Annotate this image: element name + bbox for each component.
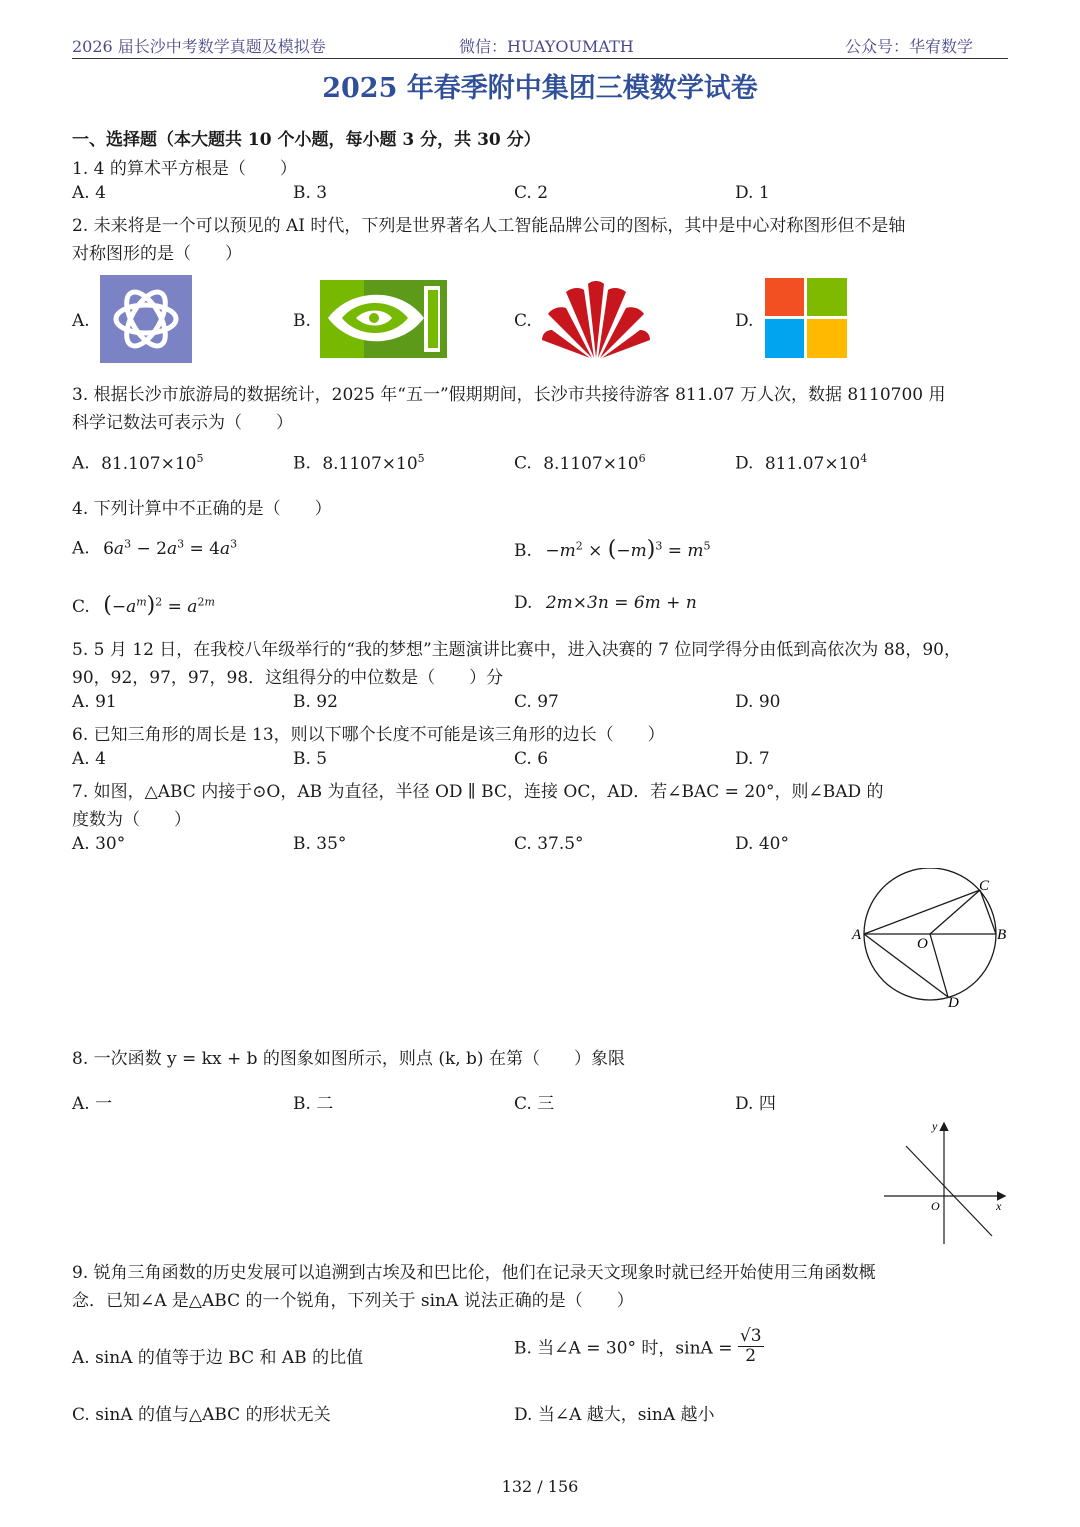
question-3-stem-line2: 科学记数法可表示为（ ） xyxy=(72,413,293,433)
segment-ac xyxy=(864,890,980,934)
q4-option-b xyxy=(514,537,711,562)
q3-option-b-label: B. xyxy=(293,453,311,474)
q3-option-a-label: A. xyxy=(72,453,90,474)
question-7-stem-line2: 度数为（ ） xyxy=(72,810,191,830)
question-9-stem-line2: 念．已知∠A 是△ABC 的一个锐角，下列关于 sinA 说法正确的是（ ） xyxy=(72,1291,634,1311)
q4-option-c-expr: $(-a^m)^2 = a^{2m}$ xyxy=(103,593,215,618)
q8-option-b: B. 二 xyxy=(293,1094,334,1114)
q1-option-b: B. 3 xyxy=(293,183,328,203)
q5-option-a: A. 91 xyxy=(72,692,117,712)
question-6-stem: 6. 已知三角形的周长是 13，则以下哪个长度不可能是该三角形的边长（ ） xyxy=(72,725,665,745)
question-3-stem-line1: 3. 根据长沙市旅游局的数据统计，2025 年“五一”假期期间，长沙市共接待游客 811.07 万人次，数据 8110700 用 xyxy=(72,385,946,405)
question-1-stem: 1. 4 的算术平方根是（ ） xyxy=(72,159,297,179)
segment-ad xyxy=(864,934,948,997)
question-7-stem-line1: 7. 如图，△ABC 内接于⊙O，AB 为直径，半径 OD ∥ BC，连接 OC，AD．若∠BAC = 20°，则∠BAD 的 xyxy=(72,782,884,802)
q5-option-b: B. 92 xyxy=(293,692,338,712)
q6-option-c: C. 6 xyxy=(514,749,549,769)
q9-option-b-fraction xyxy=(738,1327,764,1365)
q4-option-b-expr: $-m^2 \times (-m)^3 = m^5$ xyxy=(545,537,711,562)
q3-option-c-label: C. xyxy=(514,453,532,474)
q5-option-c: C. 97 xyxy=(514,692,559,712)
q8-graph-figure xyxy=(880,1118,1010,1246)
label-c: C xyxy=(979,878,990,894)
q6-option-b: B. 5 xyxy=(293,749,328,769)
label-o: O xyxy=(917,936,928,952)
q2-option-d-label: D. xyxy=(735,311,754,331)
q3-option-c-exp: 6 xyxy=(638,452,646,465)
q8-option-c: C. 三 xyxy=(514,1094,555,1114)
openai-logo-icon xyxy=(100,275,192,363)
function-line xyxy=(906,1146,992,1236)
microsoft-logo-icon xyxy=(765,278,847,358)
question-2-stem-line1: 2. 未来将是一个可以预见的 AI 时代，下列是世界著名人工智能品牌公司的图标，其中是中心对称图形但不是轴 xyxy=(72,216,906,236)
question-5-stem-line2: 90，92，97，97，98．这组得分的中位数是（ ）分 xyxy=(72,668,504,688)
q2-option-b-label: B. xyxy=(293,311,311,331)
q3-option-c-base: 8.1107×10 xyxy=(543,453,639,474)
q3-option-a xyxy=(72,452,203,474)
q3-option-a-exp: 5 xyxy=(196,452,204,465)
q4-option-a xyxy=(72,537,237,559)
label-d: D xyxy=(948,995,959,1011)
q9-option-b-text: B. 当∠A = 30° 时，sinA = xyxy=(514,1338,733,1359)
header-left: 2026 届长沙中考数学真题及模拟卷 xyxy=(72,37,326,56)
q8-option-d: D. 四 xyxy=(735,1094,776,1114)
page-title: 2025 年春季附中集团三模数学试卷 xyxy=(322,73,758,104)
segment-od xyxy=(930,934,948,997)
q4-option-d xyxy=(514,593,697,613)
question-5-stem-line1: 5. 5 月 12 日，在我校八年级举行的“我的梦想”主题演讲比赛中，进入决赛的 7 位同学得分由低到高依次为 88，90， xyxy=(72,640,961,660)
q3-option-c xyxy=(514,452,646,474)
label-x: x xyxy=(996,1199,1002,1213)
q6-option-a: A. 4 xyxy=(72,749,106,769)
q6-option-d: D. 7 xyxy=(735,749,770,769)
q4-option-d-expr: 2m×3n = 6m + n xyxy=(545,593,697,613)
q3-option-a-base: 81.107×10 xyxy=(101,453,197,474)
q3-option-d-label: D. xyxy=(735,453,754,474)
page-number: 132 / 156 xyxy=(501,1477,579,1496)
q9-option-a: A. sinA 的值等于边 BC 和 AB 的比值 xyxy=(72,1348,364,1368)
label-a: A xyxy=(852,927,862,943)
q1-option-d: D. 1 xyxy=(735,183,770,203)
q9-option-d: D. 当∠A 越大，sinA 越小 xyxy=(514,1405,715,1425)
q4-option-a-expr: $6a^3 - 2a^3 = 4a^3$ xyxy=(103,537,238,559)
q9-option-c: C. sinA 的值与△ABC 的形状无关 xyxy=(72,1405,331,1425)
q2-option-a-label: A. xyxy=(72,311,90,331)
q1-option-a: A. 4 xyxy=(72,183,106,203)
q3-option-b-exp: 5 xyxy=(417,452,425,465)
q7-circle-figure xyxy=(848,868,1012,1012)
q2-option-c-label: C. xyxy=(514,311,532,331)
question-4-stem: 4. 下列计算中不正确的是（ ） xyxy=(72,499,332,519)
q4-option-c xyxy=(72,593,215,618)
q3-option-b-base: 8.1107×10 xyxy=(322,453,418,474)
fraction-numerator: √3 xyxy=(739,1326,762,1346)
label-origin: O xyxy=(931,1199,940,1213)
q4-option-b-label: B. xyxy=(514,541,532,561)
segment-oc xyxy=(930,890,980,934)
fraction-denominator: 2 xyxy=(745,1345,757,1366)
question-8-stem xyxy=(72,1044,625,1069)
q7-option-c: C. 37.5° xyxy=(514,834,584,854)
huawei-logo-icon xyxy=(540,278,652,360)
q3-option-d-exp: 4 xyxy=(860,452,868,465)
section-heading: 一、选择题（本大题共 10 个小题，每小题 3 分，共 30 分） xyxy=(72,130,541,150)
q7-option-b: B. 35° xyxy=(293,834,347,854)
segment-bc xyxy=(980,890,996,934)
nvidia-logo-icon xyxy=(320,280,447,358)
q3-option-d xyxy=(735,452,867,474)
q3-option-d-base: 811.07×10 xyxy=(764,453,861,474)
question-8-stem-text: 8. 一次函数 y = kx + b 的图象如图所示，则点 (k, b) 在第（ ）象限 xyxy=(72,1049,625,1069)
header-rule xyxy=(72,58,1008,59)
q9-option-b xyxy=(514,1327,764,1365)
q8-option-a: A. 一 xyxy=(72,1094,113,1114)
q3-option-b xyxy=(293,452,425,474)
q4-option-c-label: C. xyxy=(72,597,90,617)
label-b: B xyxy=(997,927,1007,943)
q7-option-d: D. 40° xyxy=(735,834,789,854)
q1-option-c: C. 2 xyxy=(514,183,549,203)
q4-option-a-label: A. xyxy=(72,538,90,559)
question-9-stem-line1: 9. 锐角三角函数的历史发展可以追溯到古埃及和巴比伦，他们在记录天文现象时就已经开始使用三角函数概 xyxy=(72,1263,876,1283)
header-center: 微信：HUAYOUMATH xyxy=(459,37,634,56)
q5-option-d: D. 90 xyxy=(735,692,781,712)
q7-option-a: A. 30° xyxy=(72,834,126,854)
q4-option-d-label: D. xyxy=(514,593,533,613)
label-y: y xyxy=(932,1119,938,1133)
question-2-stem-line2: 对称图形的是（ ） xyxy=(72,244,242,264)
header-right: 公众号：华宥数学 xyxy=(845,37,974,56)
